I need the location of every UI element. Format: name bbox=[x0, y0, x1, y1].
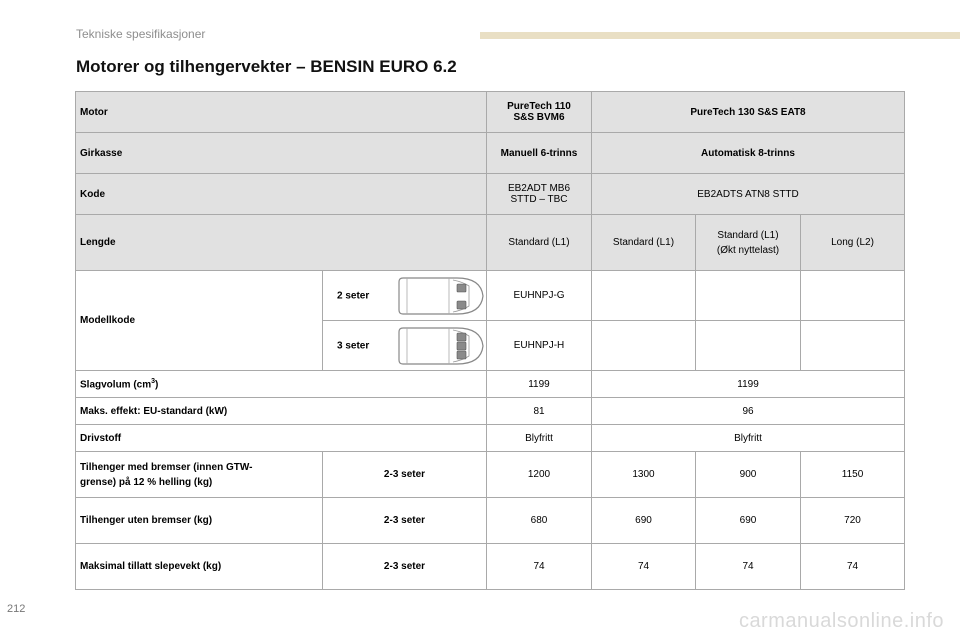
spec-table bbox=[75, 91, 905, 590]
length-cell: Standard (L1) (Økt nyttelast) bbox=[696, 215, 801, 271]
seat-label-3: 3 seter bbox=[337, 340, 370, 351]
braked-trailer-cell: 900 bbox=[696, 452, 801, 498]
table-row-tilhenger-uten bbox=[76, 498, 905, 544]
seat-label-2: 2 seter bbox=[337, 290, 370, 301]
braked-trailer-cell: 1150 bbox=[801, 452, 905, 498]
model-code-cell bbox=[592, 321, 696, 371]
unbraked-trailer-cell: 680 bbox=[487, 498, 592, 544]
unbraked-trailer-cell: 720 bbox=[801, 498, 905, 544]
van-2-seats-icon bbox=[397, 274, 487, 318]
gearbox-automatic: Automatisk 8-trinns bbox=[592, 133, 905, 174]
displacement-130: 1199 bbox=[592, 371, 905, 398]
seat-config-2 bbox=[323, 271, 487, 321]
seats-cell: 2-3 seter bbox=[323, 452, 487, 498]
model-code-cell bbox=[696, 271, 801, 321]
table-row-kode bbox=[76, 174, 905, 215]
fuel-110: Blyfritt bbox=[487, 425, 592, 452]
length-cell: Standard (L1) bbox=[592, 215, 696, 271]
unbraked-trailer-cell: 690 bbox=[696, 498, 801, 544]
van-3-seats-icon bbox=[397, 324, 487, 368]
gearbox-manual: Manuell 6-trinns bbox=[487, 133, 592, 174]
row-label-drivstoff: Drivstoff bbox=[76, 425, 487, 452]
row-label-tilhenger-med: Tilhenger med bremser (innen GTW- grense) på 12 % helling (kg) bbox=[76, 452, 323, 498]
seats-cell: 2-3 seter bbox=[323, 498, 487, 544]
engine-110: PureTech 110 S&S BVM6 bbox=[487, 92, 592, 133]
table-row-effekt bbox=[76, 398, 905, 425]
table-row-tilhenger-med bbox=[76, 452, 905, 498]
row-label-slepevekt: Maksimal tillatt slepevekt (kg) bbox=[76, 544, 323, 590]
slagvolum-label: Slagvolum (cm bbox=[80, 379, 152, 391]
table-row-slepevekt bbox=[76, 544, 905, 590]
towball-load-cell: 74 bbox=[801, 544, 905, 590]
unbraked-trailer-cell: 690 bbox=[592, 498, 696, 544]
row-label-effekt: Maks. effekt: EU-standard (kW) bbox=[76, 398, 487, 425]
towball-load-cell: 74 bbox=[592, 544, 696, 590]
table-row-girkasse bbox=[76, 133, 905, 174]
watermark: carmanualsonline.info bbox=[738, 610, 944, 632]
table-row-lengde bbox=[76, 215, 905, 271]
fuel-130: Blyfritt bbox=[592, 425, 905, 452]
model-code-cell bbox=[592, 271, 696, 321]
table-row-motor bbox=[76, 92, 905, 133]
towball-load-cell: 74 bbox=[696, 544, 801, 590]
power-110: 81 bbox=[487, 398, 592, 425]
slagvolum-unit-exponent: 3 bbox=[151, 377, 156, 385]
page-number: 212 bbox=[7, 603, 26, 615]
model-code-cell bbox=[801, 321, 905, 371]
row-label-modellkode: Modellkode bbox=[76, 271, 323, 371]
row-label-lengde: Lengde bbox=[76, 215, 487, 271]
slagvolum-label-end: ) bbox=[155, 379, 159, 391]
length-cell: Standard (L1) bbox=[487, 215, 592, 271]
braked-trailer-cell: 1200 bbox=[487, 452, 592, 498]
length-cell: Long (L2) bbox=[801, 215, 905, 271]
header-accent-bar bbox=[480, 32, 960, 39]
section-title: Tekniske spesifikasjoner bbox=[76, 27, 206, 41]
row-label-motor: Motor bbox=[76, 92, 487, 133]
model-code-cell: EUHNPJ-G bbox=[487, 271, 592, 321]
row-label-kode: Kode bbox=[76, 174, 487, 215]
table-row-slagvolum bbox=[76, 371, 905, 398]
engine-130: PureTech 130 S&S EAT8 bbox=[592, 92, 905, 133]
row-label-tilhenger-uten: Tilhenger uten bremser (kg) bbox=[76, 498, 323, 544]
table-row-modellkode-2 bbox=[76, 271, 905, 321]
braked-trailer-cell: 1300 bbox=[592, 452, 696, 498]
model-code-cell: EUHNPJ-H bbox=[487, 321, 592, 371]
row-label-slagvolum bbox=[76, 371, 487, 398]
code-130: EB2ADTS ATN8 STTD bbox=[592, 174, 905, 215]
displacement-110: 1199 bbox=[487, 371, 592, 398]
towball-load-cell: 74 bbox=[487, 544, 592, 590]
code-110: EB2ADT MB6 STTD – TBC bbox=[487, 174, 592, 215]
table-row-drivstoff bbox=[76, 425, 905, 452]
model-code-cell bbox=[696, 321, 801, 371]
page-title: Motorer og tilhengervekter – BENSIN EURO 6.2 bbox=[76, 57, 457, 76]
model-code-cell bbox=[801, 271, 905, 321]
seats-cell: 2-3 seter bbox=[323, 544, 487, 590]
power-130: 96 bbox=[592, 398, 905, 425]
seat-config-3 bbox=[323, 321, 487, 371]
row-label-girkasse: Girkasse bbox=[76, 133, 487, 174]
